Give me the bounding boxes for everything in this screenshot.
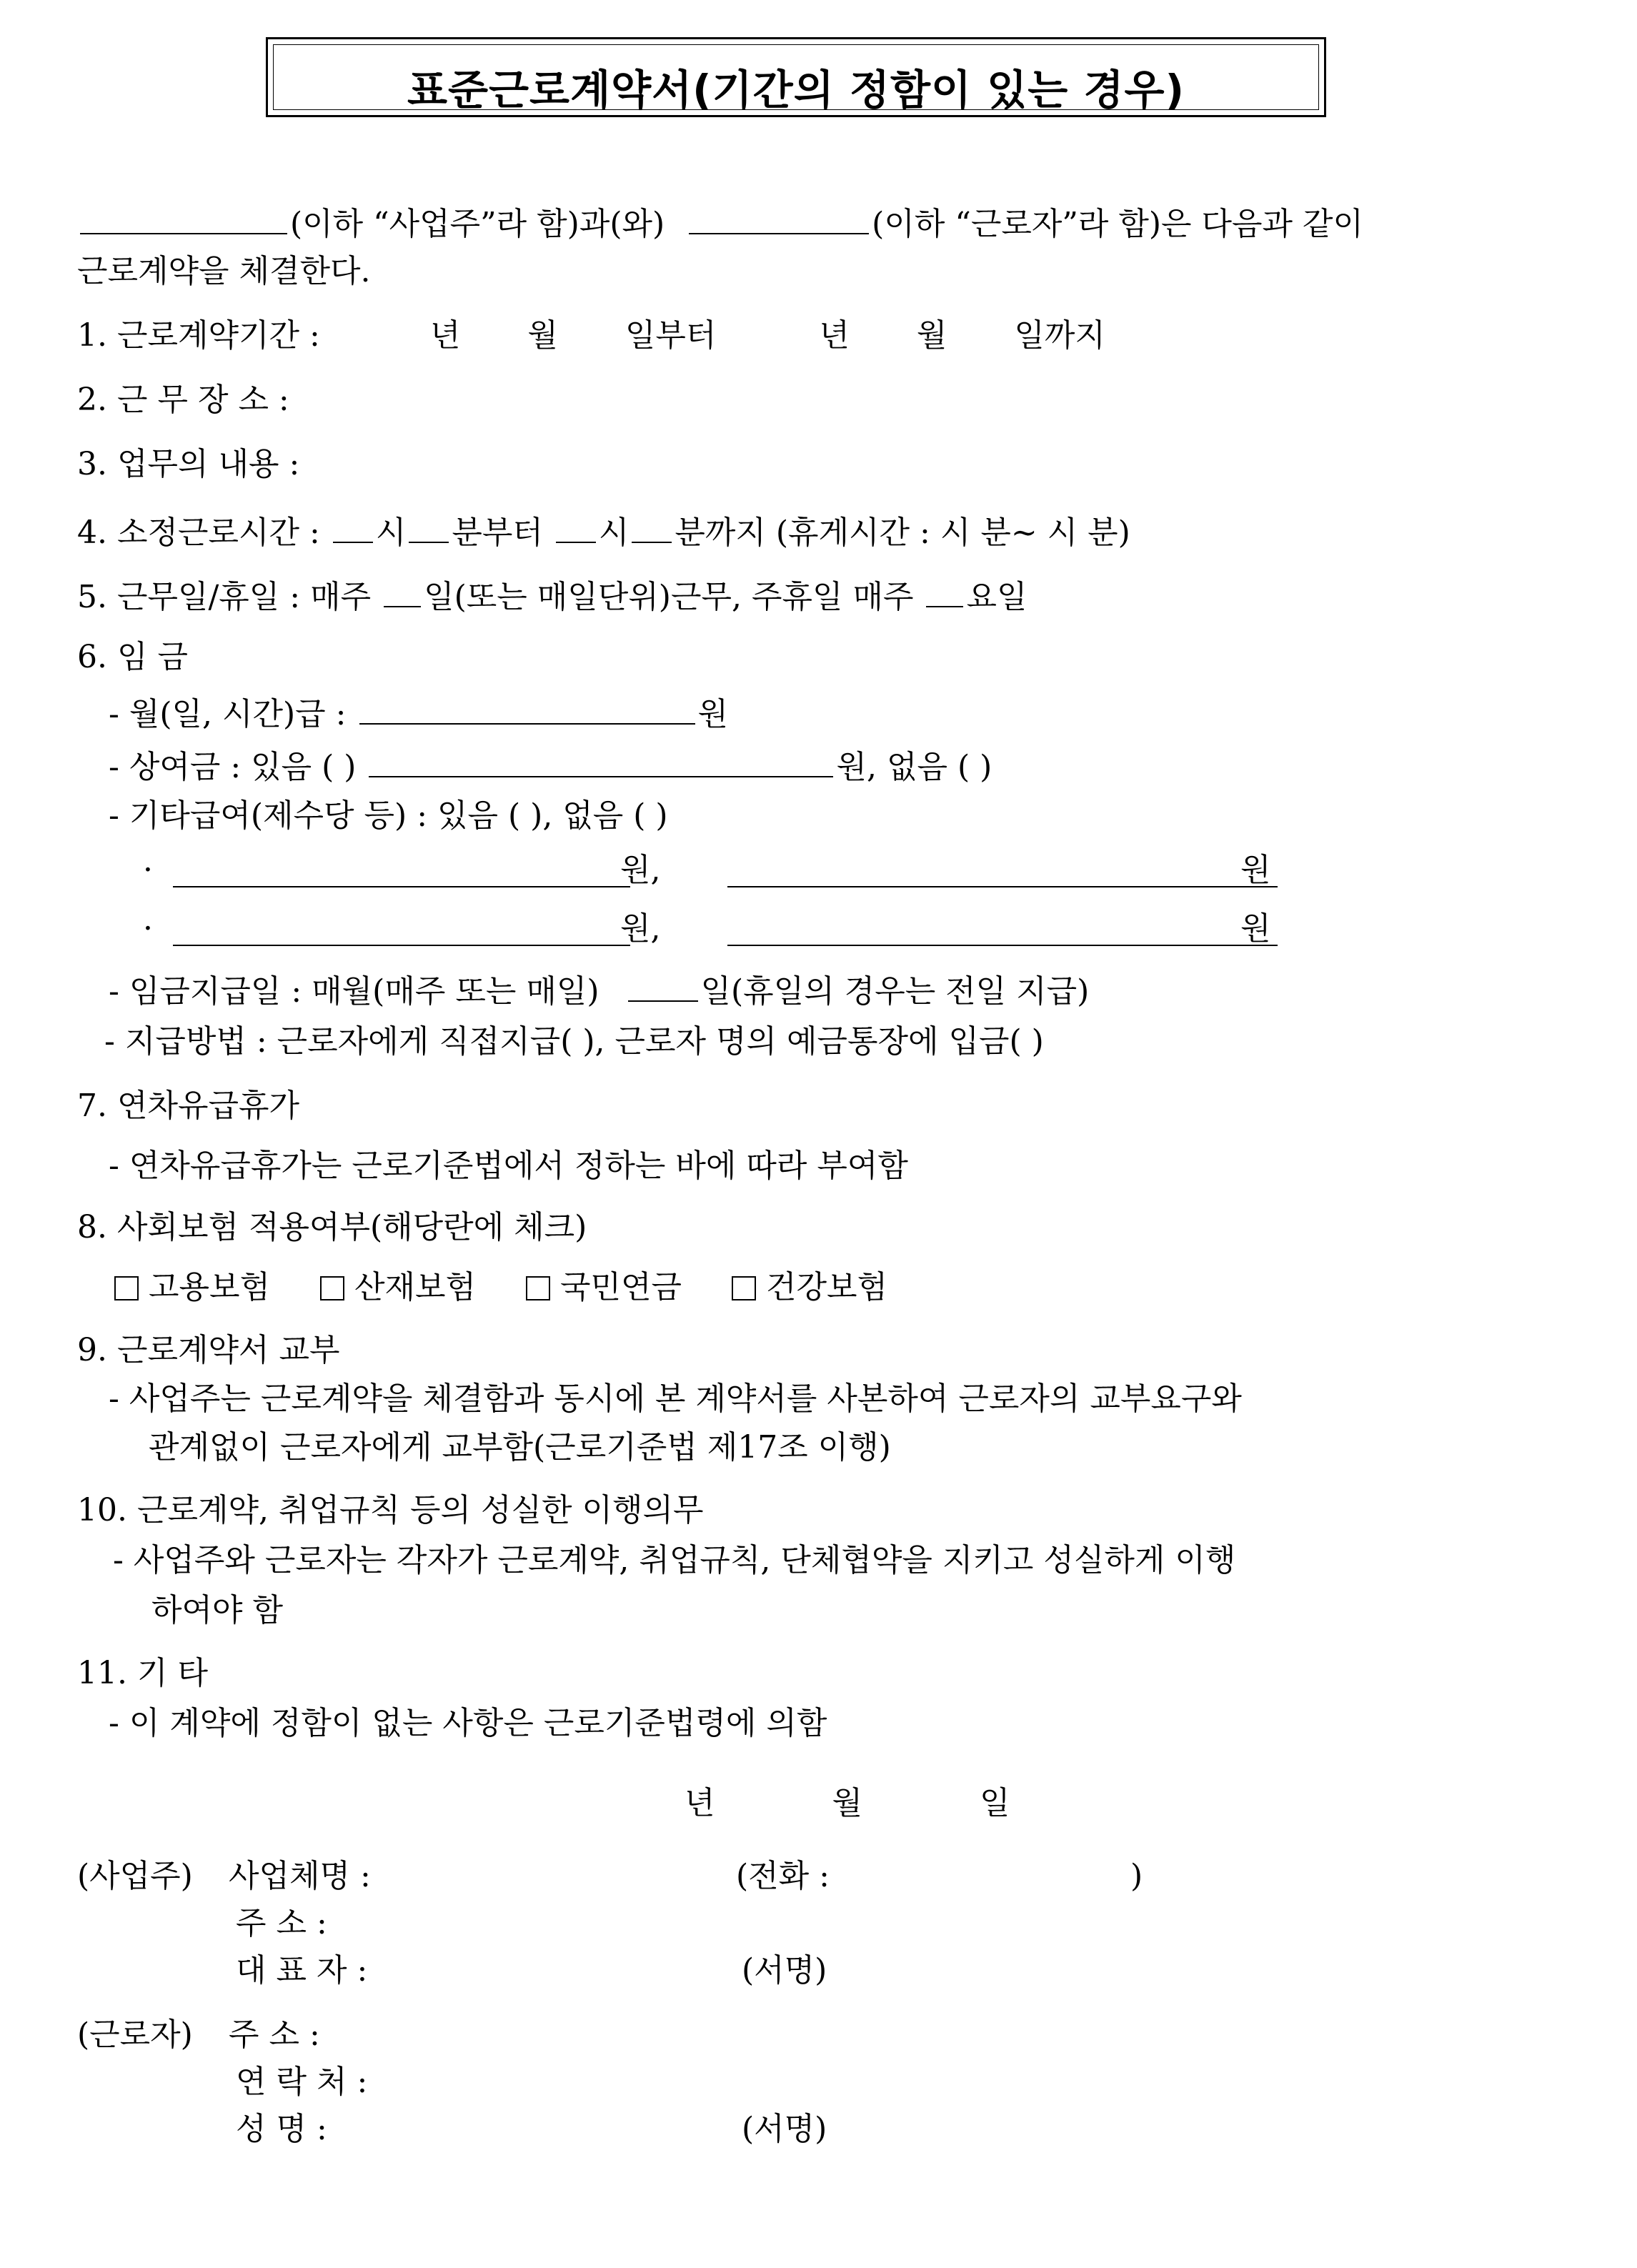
intro-part-1: (이하 “사업주”라 함)과(와) [290,206,665,242]
payday-blank[interactable] [628,972,698,1002]
employer-tag: (사업주) [77,1858,193,1894]
item-other: 11. 기 타 [77,1655,208,1691]
end-day-label: 일까지 [1014,317,1105,354]
employer-signature[interactable]: (서명) [742,1952,827,1989]
employer-phone-open: (전화 : [736,1858,830,1894]
employer-name-blank[interactable] [80,204,287,234]
hour-label-2: 시 [598,514,630,551]
item-workdays [77,577,1027,613]
minute-from-label: 분부터 [452,514,543,551]
bonus-label: - 상여금 : 있음 ( ) [109,749,357,785]
date-year-label: 년 [685,1785,715,1821]
bullet-dot: · [143,910,153,947]
employee-contact-label: 연 락 처 : [236,2064,368,2100]
intro-part-2: (이하 “근로자”라 함)은 다음과 같이 [872,206,1363,242]
other-pay-row-1 [143,852,153,888]
date-line [685,1785,1010,1821]
checkbox-national-pension[interactable] [526,1276,550,1300]
insurance-options [114,1269,927,1305]
start-month-label: 월 [527,317,558,354]
payday-text: 일(휴일의 경우는 전일 지급) [700,973,1090,1010]
end-month-label: 월 [916,317,947,354]
other-text: - 이 계약에 정함이 없는 사항은 근로기준법령에 의함 [109,1705,827,1741]
faithful-performance-text-2: 하여야 함 [151,1592,284,1628]
other-pay-won-2: 원 [1240,852,1271,888]
employer-company-name-label: 사업체명 : [229,1858,371,1894]
page-title: 표준근로계약서(기간의 정함이 있는 경우) [407,66,1185,114]
contract-delivery-text-2: 관계없이 근로자에게 교부함(근로기준법 제17조 이행) [149,1429,891,1466]
item-contract-delivery: 9. 근로계약서 교부 [77,1332,340,1368]
bullet-dot: · [143,852,153,888]
workdays-text: 일(또는 매일단위)근무, 주휴일 매주 [424,579,914,615]
checkbox-industrial-accident[interactable] [320,1276,344,1300]
date-month-label: 월 [832,1785,863,1821]
title-box [266,37,1326,117]
item-job-description: 3. 업무의 내용 : [77,446,300,482]
item-working-hours [77,513,1130,549]
workdays-blank[interactable] [384,577,421,607]
other-pay-line: - 기타급여(제수당 등) : 있음 ( ), 없음 ( ) [109,797,668,834]
checkbox-health-insurance[interactable] [732,1276,756,1300]
item-social-insurance: 8. 사회보험 적용여부(해당란에 체크) [77,1209,587,1245]
bonus-amount-blank[interactable] [369,747,833,777]
other-pay-item-2-blank[interactable] [173,945,630,946]
intro-line-1 [77,204,1363,240]
employment-insurance-label: 고용보험 [149,1269,271,1305]
payday-label: - 임금지급일 : 매월(매주 또는 매일) [109,973,599,1010]
hour-label-1: 시 [375,514,407,551]
option-health-insurance[interactable] [732,1269,888,1305]
item-contract-period [77,317,1105,354]
item-faithful-performance: 10. 근로계약, 취업규칙 등의 성실한 이행의무 [77,1492,704,1528]
item-wage-heading: 6. 임 금 [77,639,188,675]
contract-delivery-text-1: - 사업주는 근로계약을 체결함과 동시에 본 계약서를 사본하여 근로자의 교부요구와 [109,1381,1242,1417]
contract-period-label: 1. 근로계약기간 : [77,317,320,354]
date-day-label: 일 [980,1785,1010,1821]
checkbox-employment-insurance[interactable] [114,1276,139,1300]
end-minute-blank[interactable] [632,513,672,543]
weekday-label: 요일 [966,579,1028,615]
payday-line [109,972,1089,1008]
start-hour-blank[interactable] [333,513,373,543]
faithful-performance-text-1: - 사업주와 근로자는 각자가 근로계약, 취업규칙, 단체협약을 지키고 성실하게 이행 [113,1542,1236,1578]
employee-name-blank[interactable] [689,204,869,234]
other-pay-won-1: 원, [620,852,661,888]
other-pay-won-4: 원 [1240,910,1271,947]
employee-address-label: 주 소 : [229,2016,320,2053]
bonus-none-label: 원, 없음 ( ) [836,749,992,785]
employee-name-label: 성 명 : [236,2111,327,2147]
wage-base-blank[interactable] [359,695,695,725]
start-year-label: 년 [429,317,461,354]
other-pay-amount-2-blank[interactable] [727,945,1278,946]
annual-leave-text: - 연차유급휴가는 근로기준법에서 정하는 바에 따라 부여함 [109,1148,908,1184]
national-pension-label: 국민연금 [560,1269,682,1305]
other-pay-won-3: 원, [620,910,661,947]
minute-until-label: 분까지 (휴게시간 : 시 분~ 시 분) [675,514,1130,551]
intro-line-2: 근로계약을 체결한다. [77,253,371,289]
start-minute-blank[interactable] [409,513,449,543]
option-national-pension[interactable] [526,1269,682,1305]
wage-base-line [109,695,728,730]
industrial-accident-label: 산재보험 [354,1269,477,1305]
employer-address-label: 주 소 : [236,1905,327,1941]
employer-representative-label: 대 표 자 : [236,1952,368,1989]
other-pay-amount-1-blank[interactable] [727,886,1278,887]
item-workplace: 2. 근 무 장 소 : [77,382,289,418]
start-day-label: 일부터 [625,317,717,354]
end-year-label: 년 [819,317,850,354]
employee-signature[interactable]: (서명) [742,2111,827,2147]
other-pay-item-1-blank[interactable] [173,886,630,887]
working-hours-label: 4. 소정근로시간 : [77,514,320,551]
workdays-label: 5. 근무일/휴일 : 매주 [77,579,372,615]
wage-base-label: - 월(일, 시간)급 : [109,696,347,732]
option-employment-insurance[interactable] [114,1269,271,1305]
end-hour-blank[interactable] [556,513,596,543]
other-pay-row-2 [143,910,153,947]
item-annual-leave: 7. 연차유급휴가 [77,1088,299,1124]
weekly-holiday-blank[interactable] [926,577,963,607]
won-label: 원 [697,696,729,732]
employee-tag: (근로자) [77,2016,193,2053]
employer-phone-close: ) [1130,1858,1143,1894]
option-industrial-accident-insurance[interactable] [320,1269,477,1305]
bonus-line [109,747,992,783]
payment-method-line: - 지급방법 : 근로자에게 직접지급( ), 근로자 명의 예금통장에 입금( ) [104,1023,1044,1060]
health-insurance-label: 건강보험 [766,1269,888,1305]
